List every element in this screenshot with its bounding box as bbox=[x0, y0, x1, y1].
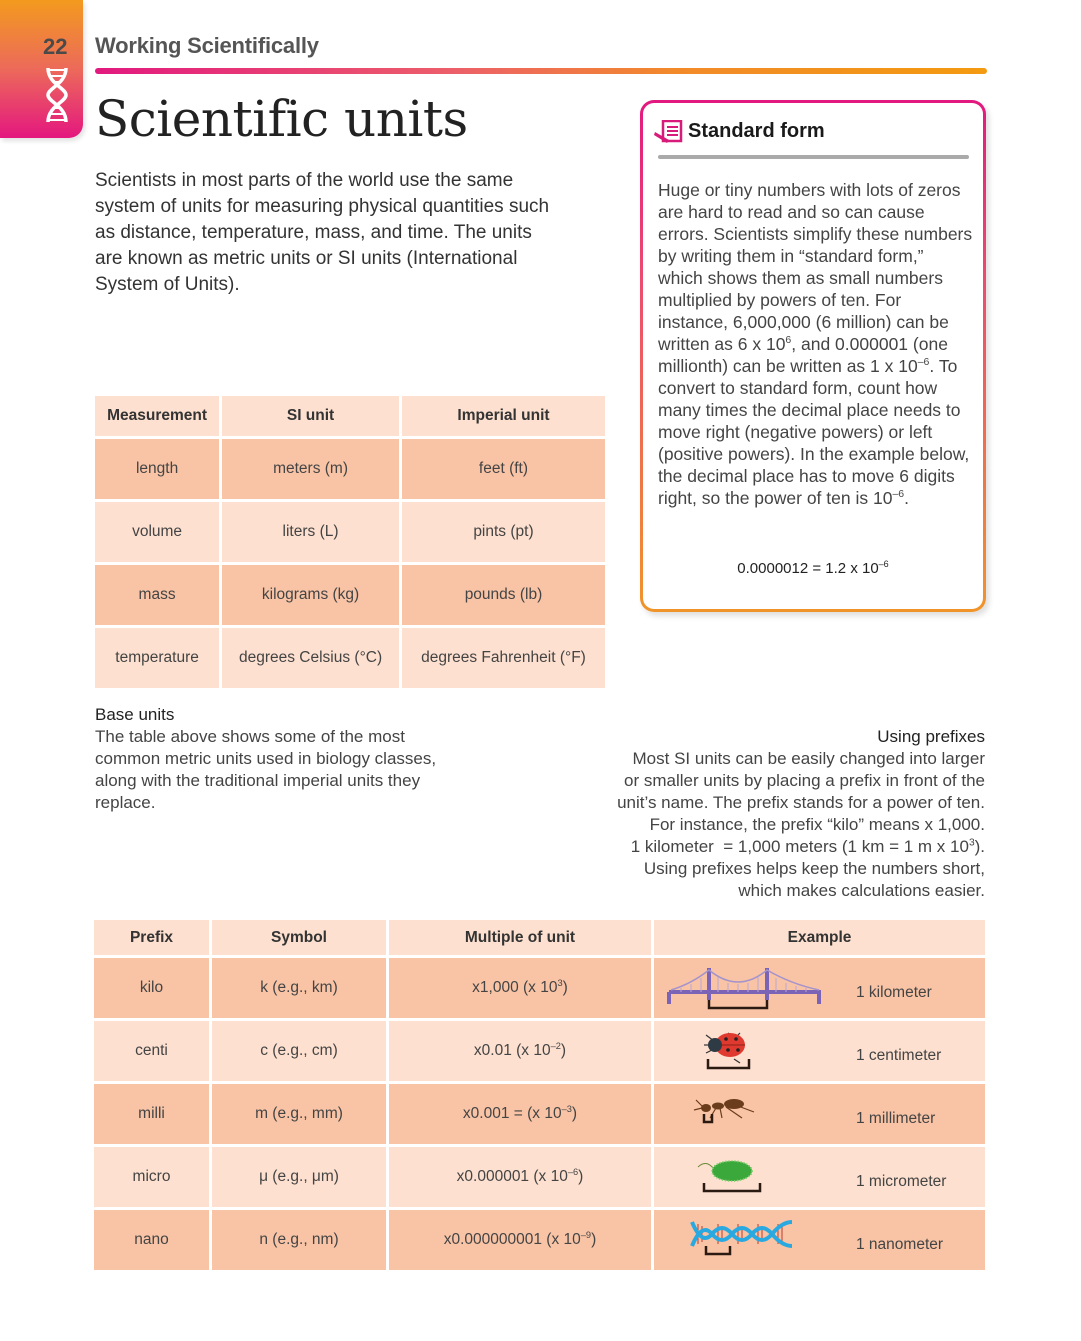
cell: volume bbox=[95, 502, 219, 562]
mult-exponent: –9 bbox=[580, 1229, 592, 1240]
standard-form-title: Standard form bbox=[688, 120, 825, 142]
cell: meters (m) bbox=[222, 439, 399, 499]
sf-exponent: –6 bbox=[917, 356, 930, 369]
cell-multiple bbox=[389, 958, 651, 1018]
mult-exponent: 3 bbox=[557, 977, 563, 988]
standard-form-equation bbox=[643, 560, 983, 577]
standard-form-text bbox=[658, 179, 973, 509]
cell: length bbox=[95, 439, 219, 499]
sf-text-part: , and 0.000001 (one millionth) can be written as 1 x 10 bbox=[658, 334, 948, 376]
sf-text-part: Huge or tiny numbers with lots of zeros are hard to read and so can cause errors. Scientists simplify these numbers by writing them in “standard form,” which shows them as small numbers multiplied by powers of ten. For instance, 6,000,000 (6 million) can be written as 6 x 10 bbox=[658, 180, 973, 354]
units-table bbox=[92, 393, 608, 691]
base-units-heading: Base units bbox=[95, 705, 175, 724]
intro-paragraph: Scientists in most parts of the world use the same system of units for measuring physical quantities such as distance, temperature, mass, and time. The units are known as metric units or SI units (International System of Units). bbox=[95, 170, 550, 295]
cell-symbol: c (e.g., cm) bbox=[212, 1021, 386, 1081]
table-row bbox=[95, 628, 605, 688]
table-row bbox=[95, 439, 605, 499]
cell-example bbox=[654, 1210, 985, 1270]
cell: pounds (lb) bbox=[402, 565, 605, 625]
cell-multiple bbox=[389, 1210, 651, 1270]
table-row bbox=[94, 1021, 985, 1081]
sf-exponent: –6 bbox=[892, 488, 905, 501]
table-header-row bbox=[94, 920, 985, 955]
mult-base: x0.01 (x 10 bbox=[473, 1042, 551, 1059]
mult-base: x1,000 (x 10 bbox=[472, 979, 558, 996]
text-line bbox=[585, 836, 985, 858]
cell-multiple bbox=[389, 1021, 651, 1081]
table-header-row bbox=[95, 396, 605, 436]
exponent: 3 bbox=[968, 837, 975, 849]
equation-exponent: –6 bbox=[878, 559, 889, 569]
page-number: 22 bbox=[43, 34, 68, 59]
text-line: unit’s name. The prefix stands for a power of ten. bbox=[617, 793, 985, 812]
bacterium-icon bbox=[666, 1151, 826, 1201]
text-line: For instance, the prefix “kilo” means x 1,000. bbox=[649, 815, 985, 834]
bridge-icon bbox=[666, 962, 826, 1012]
standard-form-rule bbox=[658, 155, 969, 159]
mult-exponent: –6 bbox=[567, 1166, 579, 1177]
cell: temperature bbox=[95, 628, 219, 688]
cell-prefix: centi bbox=[94, 1021, 209, 1081]
cell-symbol: n (e.g., nm) bbox=[212, 1210, 386, 1270]
section-title: Working Scientifically bbox=[95, 33, 319, 58]
dna-helix-icon bbox=[666, 1214, 826, 1264]
table-row bbox=[94, 1210, 985, 1270]
table-row bbox=[94, 1147, 985, 1207]
cell-prefix: micro bbox=[94, 1147, 209, 1207]
header-rule bbox=[95, 68, 987, 74]
cell: pints (pt) bbox=[402, 502, 605, 562]
table-row bbox=[94, 1084, 985, 1144]
cell-example bbox=[654, 958, 985, 1018]
mult-base: x0.000000001 (x 10 bbox=[443, 1231, 581, 1248]
cell-example bbox=[654, 1021, 985, 1081]
text-part: 1 kilometer = 1,000 meters (1 km = 1 m x 10 bbox=[630, 837, 969, 856]
ant-icon bbox=[666, 1088, 826, 1138]
mult-close: ) bbox=[591, 1231, 597, 1248]
text-part: ). bbox=[974, 837, 985, 856]
mult-exponent: –3 bbox=[561, 1103, 572, 1114]
cell-symbol: m (e.g., mm) bbox=[212, 1084, 386, 1144]
cell-prefix: nano bbox=[94, 1210, 209, 1270]
mult-base: x0.001 = (x 10 bbox=[462, 1105, 562, 1122]
page-title: Scientific units bbox=[95, 90, 468, 148]
using-prefixes-text bbox=[585, 748, 985, 902]
table-row bbox=[95, 502, 605, 562]
mult-close: ) bbox=[562, 979, 568, 996]
mult-close: ) bbox=[571, 1105, 578, 1122]
sf-text-part: . bbox=[904, 488, 910, 508]
cell: degrees Celsius (°C) bbox=[222, 628, 399, 688]
header-measurement: Measurement bbox=[95, 396, 219, 436]
cell-multiple bbox=[389, 1147, 651, 1207]
cell: kilograms (kg) bbox=[222, 565, 399, 625]
example-label: 1 micrometer bbox=[856, 1173, 947, 1190]
example-label: 1 nanometer bbox=[856, 1236, 944, 1253]
ladybug-icon bbox=[666, 1025, 826, 1075]
cell: mass bbox=[95, 565, 219, 625]
cell-symbol: k (e.g., km) bbox=[212, 958, 386, 1018]
standard-form-box bbox=[640, 100, 986, 612]
notepad-pencil-icon bbox=[654, 120, 684, 144]
text-line: which makes calculations easier. bbox=[738, 881, 985, 900]
mult-base: x0.000001 (x 10 bbox=[456, 1168, 568, 1185]
prefix-table bbox=[91, 917, 988, 1273]
cell-example bbox=[654, 1084, 985, 1144]
sf-exponent: 6 bbox=[785, 334, 792, 347]
cell-multiple bbox=[389, 1084, 651, 1144]
page-tab bbox=[0, 0, 83, 138]
text-line: or smaller units by placing a prefix in front of the bbox=[624, 771, 985, 790]
header-example: Example bbox=[654, 920, 985, 955]
dna-icon bbox=[44, 66, 70, 124]
header-multiple: Multiple of unit bbox=[389, 920, 651, 955]
header-prefix: Prefix bbox=[94, 920, 209, 955]
example-label: 1 millimeter bbox=[856, 1110, 936, 1127]
table-row bbox=[94, 958, 985, 1018]
mult-close: ) bbox=[560, 1042, 567, 1059]
mult-exponent: –2 bbox=[550, 1040, 561, 1051]
sf-text-part: . To convert to standard form, count how many times the decimal place needs to move right (negative powers) or left (positive powers). In the example below, the decimal place has to move 6 digits right, so the power of ten is 10 bbox=[658, 356, 970, 508]
header-si-unit: SI unit bbox=[222, 396, 399, 436]
cell-prefix: kilo bbox=[94, 958, 209, 1018]
text-line: Most SI units can be easily changed into larger bbox=[632, 749, 985, 768]
cell: degrees Fahrenheit (°F) bbox=[402, 628, 605, 688]
header-imperial-unit: Imperial unit bbox=[402, 396, 605, 436]
equation-base: 0.0000012 = 1.2 x 10 bbox=[737, 560, 879, 577]
example-label: 1 centimeter bbox=[856, 1047, 942, 1064]
text-line: Using prefixes helps keep the numbers short, bbox=[643, 859, 985, 878]
cell: feet (ft) bbox=[402, 439, 605, 499]
table-row bbox=[95, 565, 605, 625]
using-prefixes-heading: Using prefixes bbox=[877, 727, 985, 746]
base-units-text: The table above shows some of the most common metric units used in biology classes, along with the traditional imperial units they replace. bbox=[95, 727, 437, 812]
cell-symbol: μ (e.g., μm) bbox=[212, 1147, 386, 1207]
cell: liters (L) bbox=[222, 502, 399, 562]
example-label: 1 kilometer bbox=[856, 984, 932, 1001]
header-symbol: Symbol bbox=[212, 920, 386, 955]
cell-example bbox=[654, 1147, 985, 1207]
mult-close: ) bbox=[578, 1168, 584, 1185]
cell-prefix: milli bbox=[94, 1084, 209, 1144]
